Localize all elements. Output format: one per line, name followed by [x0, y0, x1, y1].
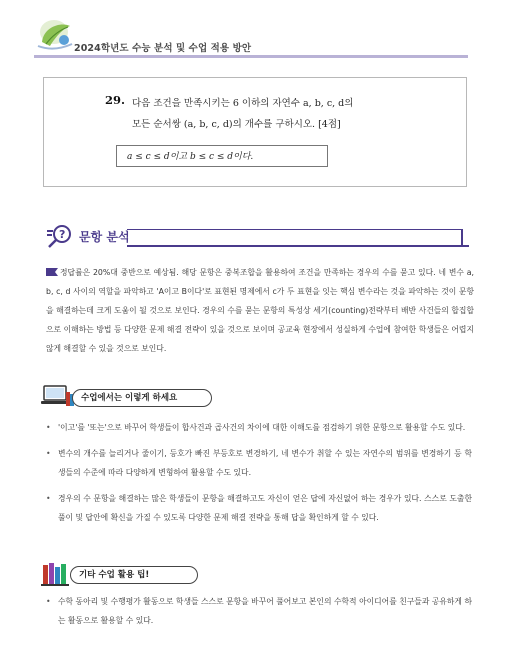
problem-text-line-2: 모든 순서쌍 (a, b, c, d)의 개수를 구하시오. [4점] — [132, 119, 341, 130]
analysis-section-header — [45, 222, 469, 250]
problem-box — [43, 77, 467, 187]
list-item: • '이고'를 '또는'으로 바꾸어 학생들이 합사건과 곱사건의 차이에 대한 이해도를 점검하기 위한 문항으로 활용할 수도 있다. — [46, 418, 472, 437]
section-rule-bottom — [127, 245, 469, 247]
list-item: • 경우의 수 문항을 해결하는 많은 학생들이 문항을 해결하고도 자신이 얻은 답에 자신없어 하는 경우가 있다. 스스로 도출한 풀이 및 답안에 확신을 가질 수 있도록 다양한 문제 해결 전략을 통해 답을 확인하게 할 수 있다. — [46, 489, 472, 527]
problem-text-line-1: 다음 조건을 만족시키는 6 이하의 자연수 a, b, c, d의 — [132, 98, 354, 109]
class-section-title: 수업에서는 이렇게 하세요 — [72, 389, 212, 407]
svg-text:?: ? — [59, 228, 66, 241]
leaf-logo-icon — [34, 18, 76, 52]
books-icon — [40, 561, 74, 587]
problem-number: 29. — [105, 93, 126, 107]
page-header — [0, 0, 512, 60]
flag-icon — [46, 268, 58, 276]
class-section-header — [40, 384, 210, 410]
magnifier-question-icon — [45, 222, 77, 250]
list-item: • 수학 동아리 및 수행평가 활동으로 학생들 스스로 문항을 바꾸어 풀어보고 본인의 수학적 아이디어를 친구들과 공유하게 하는 활동으로 활용할 수 있다. — [46, 592, 472, 630]
condition-box: a ≤ c ≤ d이고 b ≤ c ≤ d이다. — [116, 145, 328, 167]
header-rule — [34, 55, 468, 58]
analysis-body — [46, 263, 474, 358]
other-section-header — [40, 561, 200, 587]
list-item: • 변수의 개수를 늘리거나 줄이기, 등호가 빠진 부등호로 변경하기, 네 변수가 취할 수 있는 자연수의 범위를 변경하기 등 학생들의 수준에 따라 다양하게 변형하여 활용할 수도 있다. — [46, 444, 472, 482]
header-title: 2024학년도 수능 분석 및 수업 적용 방안 — [74, 43, 252, 54]
problem-text — [132, 93, 452, 135]
other-bullet-list — [46, 592, 472, 637]
laptop-books-icon — [40, 384, 76, 410]
other-section-title: 기타 수업 활용 팁! — [70, 566, 198, 584]
section-rule-top — [127, 229, 463, 230]
section-rule-vertical — [461, 229, 463, 247]
analysis-paragraph: 정답률은 20%대 중반으로 예상됨. 해당 문항은 중복조합을 활용하여 조건을 만족하는 경우의 수를 묻고 있다. 네 변수 a, b, c, d 사이의 역할을 파악하고 'A이고 B이다'로 표현된 명제에서 c가 두 표현을 잇는 핵심 변수라는 것을 파악하는 것이 문항을 해결하는데 크게 도움이 될 것으로 보인다. 경우의 수를 묻는 문항의 특성상 세기(counting)전략부터 배반 사건들의 합집합으로 이해하는 방법 등 다양한 문제 해결 전략이 있을 것으로 보이며 공교육 현장에서 성실하게 수업에 참여한 학생들은 어렵지 않게 해결할 수 있을 것으로 보인다. — [46, 268, 474, 353]
analysis-section-title: 문항 분석 — [79, 230, 130, 244]
class-bullet-list — [46, 418, 472, 534]
